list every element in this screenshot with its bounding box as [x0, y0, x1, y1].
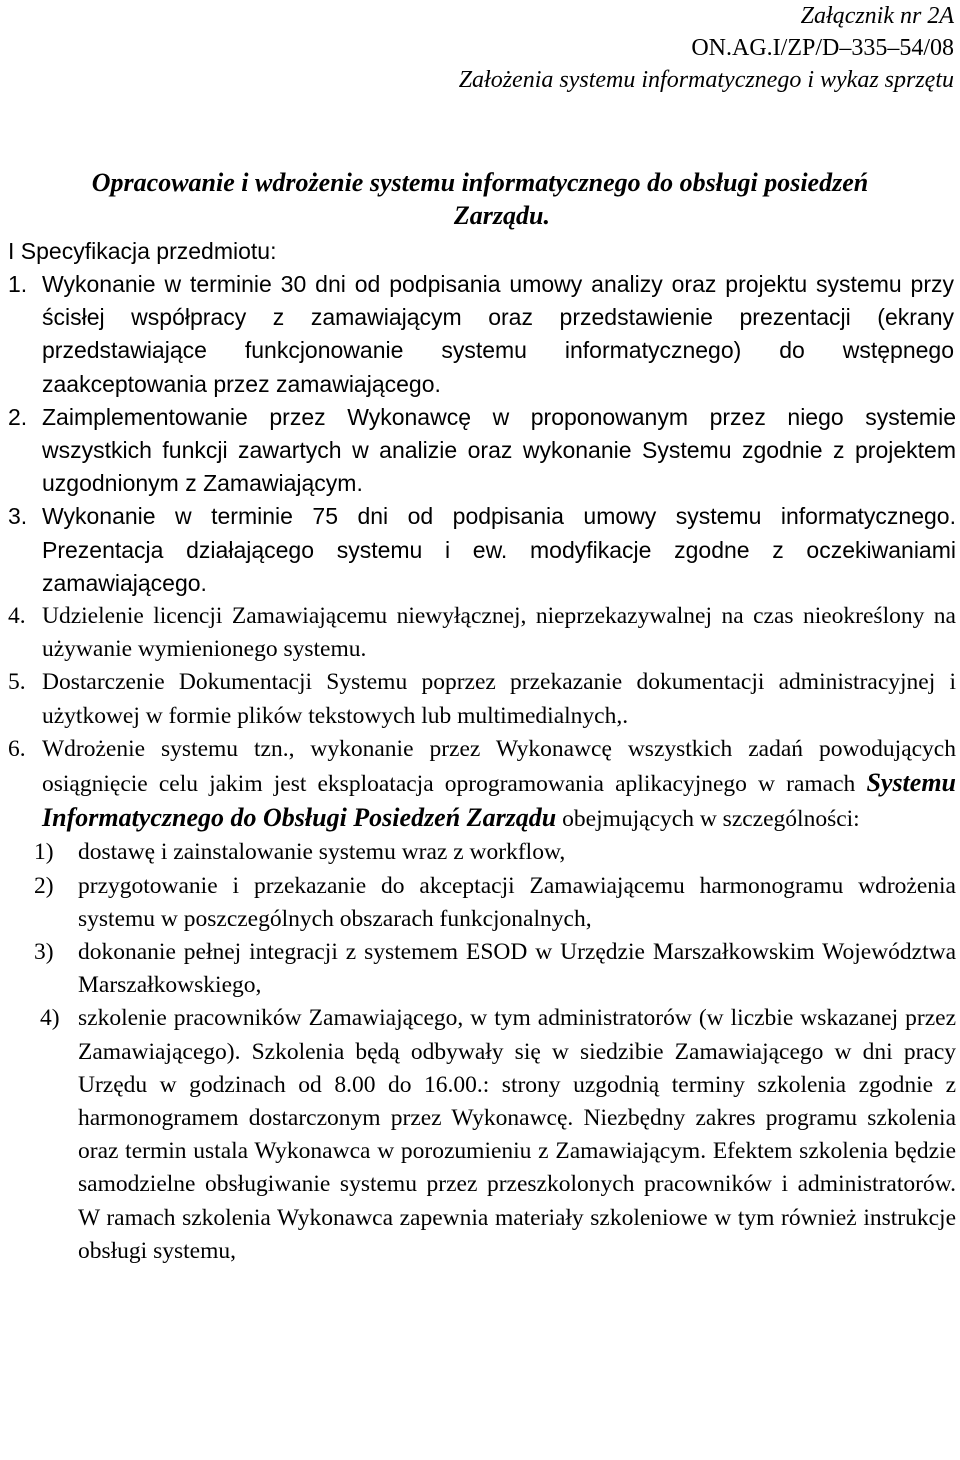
- sub-list-item-text: przygotowanie i przekazanie do akceptacji Zamawiającemu harmonogramu wdrożenia systemu w poszczególnych obszarach funkcjonalnych,: [78, 872, 956, 932]
- list-item-number: 3.: [8, 503, 28, 530]
- sub-list-item-text: szkolenie pracowników Zamawiającego, w tym administratorów (w liczbie wskazanej przez Zamawiającego). Szkolenia będą odbywały się w siedzibie Zamawiającego w dni pracy Urzędu w godzinach od 8.00 do 16.00.: strony uzgodnią terminy szkolenia zgodnie z harmonogramem dostarczonym przez Wykonawcę. Niezbędny zakres programu szkolenia oraz termin ustala Wykonawca w porozumieniu z Zamawiającym. Efektem szkolenia będzie samodzielne obsługiwanie systemu przez przeszkolonych pracowników i administratorów. W ramach szkolenia Wykonawca zapewnia materiały szkoleniowe w tym również instrukcje obsługi systemu,: [78, 1005, 956, 1264]
- sub-list-item: [0, 936, 960, 1002]
- list-item: [0, 401, 960, 501]
- sub-list-item: [0, 836, 960, 869]
- list-item-number: 1.: [8, 271, 28, 297]
- list-item: [0, 666, 960, 732]
- list-item-text: Wykonanie w terminie 30 dni od podpisania umowy analizy oraz projektu systemu przy ścisłej współpracy z zamawiającym oraz przedstawienie prezentacji (ekrany przedstawiające funkcjonowanie systemu informatycznego) do wstępnego zaakceptowania przez zamawiającego.: [42, 271, 954, 397]
- list-item: [0, 733, 960, 837]
- sub-list-item-text: dostawę i zainstalowanie systemu wraz z workflow,: [78, 839, 566, 866]
- sub-list-item-number: 2): [34, 872, 54, 899]
- sub-list-item: [0, 1002, 960, 1268]
- sub-list-item-number: 1): [34, 839, 54, 866]
- specification-heading: I Specyfikacja przedmiotu:: [8, 238, 277, 264]
- list-item-number: 5.: [8, 669, 26, 696]
- list-item-number: 4.: [8, 603, 26, 630]
- sub-list-item-number: 3): [34, 939, 54, 966]
- title-line-1: Opracowanie i wdrożenie systemu informatycznego do obsługi posiedzeń: [91, 168, 869, 197]
- list-item: [0, 268, 960, 401]
- list-item-text: Udzielenie licencji Zamawiającemu niewyłącznej, nieprzekazywalnej na czas nieokreślony na używanie wymienionego systemu.: [42, 603, 956, 663]
- sub-list-item-text: dokonanie pełnej integracji z systemem ESOD w Urzędzie Marszałkowskim Województwa Marszałkowskiego,: [78, 939, 956, 999]
- header-line-3: Założenia systemu informatycznego i wykaz sprzętu: [458, 67, 954, 93]
- header-line-1: Załącznik nr 2A: [800, 3, 954, 29]
- document-title: [10, 166, 950, 232]
- list-item: [0, 500, 960, 600]
- system-name-emphasis: Systemu Informatycznego do Obsługi Posiedzeń Zarządu: [42, 768, 957, 833]
- list-item-text: Dostarczenie Dokumentacji Systemu poprzez przekazanie dokumentacji administracyjnej i użytkowej w formie plików tekstowych lub multimedialnych,.: [42, 669, 956, 729]
- sub-list-item-number: 4): [40, 1005, 60, 1032]
- list-item: [0, 600, 960, 666]
- list-item-number: 6.: [8, 735, 26, 762]
- list-item-number: 2.: [8, 403, 28, 430]
- list-item-text-continued: obejmujących w szczególności:: [562, 806, 860, 833]
- sub-list-item: [0, 870, 960, 936]
- list-item-text: Zaimplementowanie przez Wykonawcę w proponowanym przez niego systemie wszystkich funkcji zawartych w analizie oraz wykonanie Systemu zgodnie z projektem uzgodnionym z Zamawiającym.: [42, 403, 956, 497]
- list-item-text: Wdrożenie systemu tzn., wykonanie przez Wykonawcę wszystkich zadań powodujących osiągnięcie celu jakim jest eksploatacja oprogramowania aplikacyjnego w ramach: [42, 735, 956, 798]
- list-item-text: Wykonanie w terminie 75 dni od podpisania umowy systemu informatycznego. Prezentacja działającego systemu i ew. modyfikacje zgodne z oczekiwaniami zamawiającego.: [42, 503, 956, 596]
- title-line-2: Zarządu.: [453, 201, 550, 230]
- document-body: [0, 268, 960, 1268]
- header-reference-number: ON.AG.I/ZP/D–335–54/08: [691, 35, 954, 61]
